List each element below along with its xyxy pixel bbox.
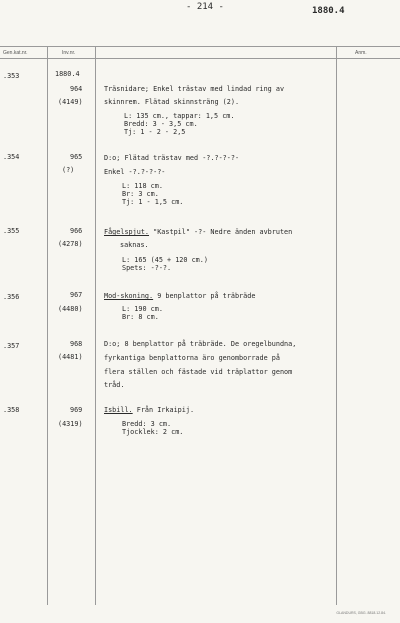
entry-line: Bredd: 3 - 3,5 cm. (124, 120, 198, 128)
entry-inv-number: 968 (70, 340, 83, 348)
header-bottom-rule (0, 58, 400, 59)
entry-title-underlined: Fågelspjut. (104, 228, 150, 236)
entry-title-rest: Från Irkaipij. (132, 406, 195, 414)
entry-line: Tj: 1 - 2 - 2,5 (124, 128, 186, 136)
entry-inv-old: (4278) (58, 240, 83, 248)
entry-inv-number: 964 (70, 85, 83, 93)
entry-line: L: 165 (45 + 120 cm.) (122, 256, 208, 264)
header-inv: Inv.nr. (62, 50, 76, 56)
entry-line: tråd. (104, 381, 125, 389)
entry-line: flera ställen och fästade vid träplattor genom (104, 368, 293, 376)
entry-line: fyrkantiga benplattorna äro genomborrade på (104, 354, 280, 362)
entry-line: Spets: -?-?. (122, 264, 172, 272)
entry-line: Bredd: 3 cm. (122, 420, 172, 428)
header-gen-kat: Gen.kat.nr. (3, 50, 28, 56)
entry-inv-number: 967 (70, 291, 83, 299)
entry-title (104, 406, 194, 414)
entry-gen-number: .357 (3, 342, 20, 350)
entry-line: L: 118 cm. (122, 182, 163, 190)
entry-inv-old: (4481) (58, 353, 83, 361)
entry-inv-number: 965 (70, 153, 83, 161)
column-divider-3 (336, 46, 337, 605)
entry-gen-number: .354 (3, 153, 20, 161)
header-top-rule (0, 46, 400, 47)
entry-line: Tj: 1 - 1,5 cm. (122, 198, 184, 206)
entry-line: Br: 8 cm. (122, 313, 159, 321)
page-number: - 214 - (186, 2, 224, 12)
entry-line: Br: 3 cm. (122, 190, 159, 198)
entry-title: D:o; 8 benplattor på träbräde. De oregelbundna, (104, 340, 297, 348)
entry-title-underlined: Mod-skoning. (104, 292, 154, 300)
entry-inv-old: (4480) (58, 305, 83, 313)
entry-line: saknas. (120, 241, 149, 249)
entry-line: L: 135 cm., tappar: 1,5 cm. (124, 112, 235, 120)
entry-inv-old: (4149) (58, 98, 83, 106)
printer-footer: GLANDURS, GBG. 8818.12.84. (336, 611, 386, 615)
entry-line: L: 190 cm. (122, 305, 163, 313)
entry-gen-number: .355 (3, 227, 20, 235)
header-anm: Anm. (355, 50, 367, 56)
entry-title: Träsnidare; Enkel trästav med lindad ring av (104, 85, 285, 93)
entry-gen-number: .353 (3, 72, 20, 80)
entry-line: skinnrem. Flätad skinnsträng (2). (104, 98, 240, 106)
entry-title (104, 292, 255, 300)
entry-title: D:o; Flätad trästav med -?.?-?-?- (104, 154, 240, 162)
column-divider-1 (47, 46, 48, 605)
entry-inv-old: (4319) (58, 420, 83, 428)
column-divider-2 (95, 46, 96, 605)
entry-title-rest: "Kastpil" -?- Nedre änden avbruten (149, 228, 293, 236)
entry-title-underlined: Isbill. (104, 406, 133, 414)
entry-line: Tjocklek: 2 cm. (122, 428, 184, 436)
entry-title-rest: 9 benplattor på träbräde (153, 292, 256, 300)
entry-inv-number: 966 (70, 227, 83, 235)
entry-inv-number: 969 (70, 406, 83, 414)
entry-year: 1880.4 (55, 70, 80, 78)
entry-title (104, 228, 292, 236)
entry-gen-number: .358 (3, 406, 20, 414)
entry-inv-old: (?) (62, 166, 75, 174)
entry-line: Enkel -?.?-?-?- (104, 168, 166, 176)
entry-gen-number: .356 (3, 293, 20, 301)
year-mark: 1880.4 (312, 6, 345, 16)
